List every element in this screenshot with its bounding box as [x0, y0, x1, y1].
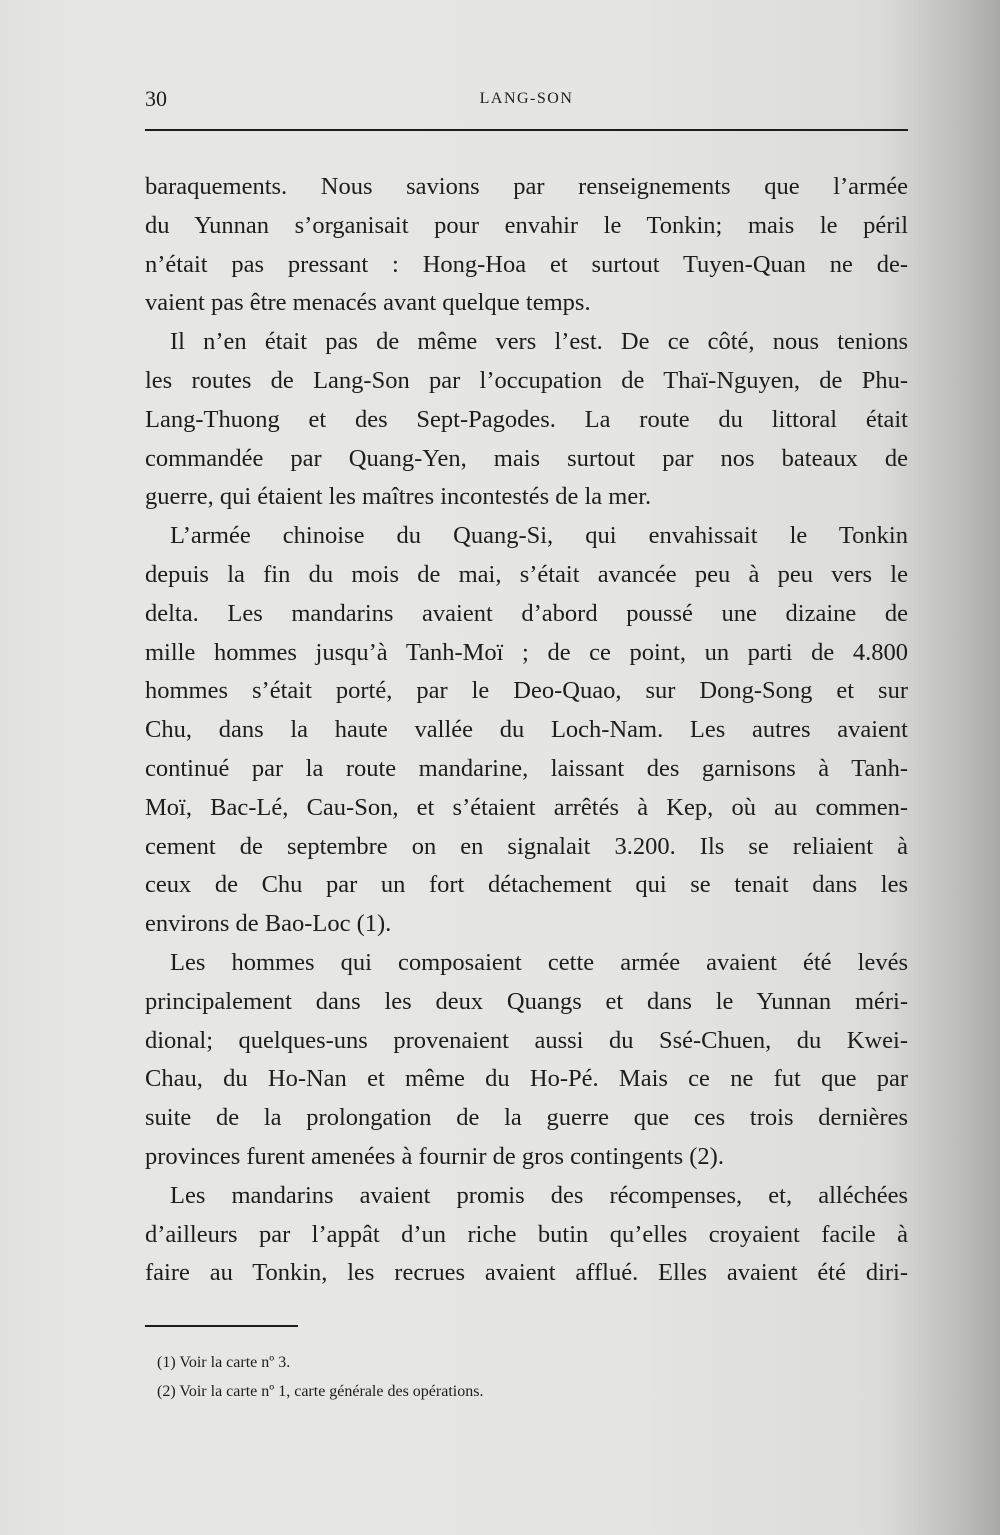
text-line: suite de la prolongation de la guerre que ces trois dernières [145, 1104, 908, 1132]
text-line: Il n’en était pas de même vers l’est. De ce côté, nous tenions [170, 328, 908, 356]
page-number: 30 [145, 86, 167, 111]
header-rule [145, 129, 908, 131]
text-line: ceux de Chu par un fort détachement qui se tenait dans les [145, 871, 908, 899]
text-line: continué par la route mandarine, laissant des garnisons à Tanh- [145, 754, 908, 782]
page-header [145, 84, 908, 114]
text-line: dional; quelques-uns provenaient aussi du Ssé-Chuen, du Kwei- [145, 1026, 908, 1054]
footnote: (2) Voir la carte nº 1, carte générale des opérations. [157, 1383, 484, 1400]
running-head: LANG-SON [479, 90, 574, 107]
text-line: depuis la fin du mois de mai, s’était avancée peu à peu vers le [145, 560, 908, 588]
text-line: commandée par Quang-Yen, mais surtout par nos bateaux de [145, 444, 908, 472]
body-text [145, 168, 908, 1293]
text-line: Chu, dans la haute vallée du Loch-Nam. Les autres avaient [145, 716, 908, 744]
text-line: Lang-Thuong et des Sept-Pagodes. La route du littoral était [145, 405, 908, 433]
text-line: L’armée chinoise du Quang-Si, qui envahissait le Tonkin [170, 522, 908, 550]
text-line: mille hommes jusqu’à Tanh-Moï ; de ce point, un parti de 4.800 [145, 638, 908, 666]
text-line: Moï, Bac-Lé, Cau-Son, et s’étaient arrêtés à Kep, où au commen- [145, 793, 908, 821]
text-line: Les mandarins avaient promis des récompenses, et, alléchées [170, 1181, 908, 1209]
text-line: d’ailleurs par l’appât d’un riche butin qu’elles croyaient facile à [145, 1220, 908, 1248]
text-line: les routes de Lang-Son par l’occupation de Thaï-Nguyen, de Phu- [145, 366, 908, 394]
text-line: n’était pas pressant : Hong-Hoa et surtout Tuyen-Quan ne de- [145, 250, 908, 278]
text-line: Chau, du Ho-Nan et même du Ho-Pé. Mais ce ne fut que par [145, 1065, 908, 1093]
text-line: environs de Bao-Loc (1). [145, 910, 392, 938]
footnote: (1) Voir la carte nº 3. [157, 1354, 291, 1371]
text-line: provinces furent amenées à fournir de gros contingents (2). [145, 1142, 724, 1170]
text-line: hommes s’était porté, par le Deo-Quao, sur Dong-Song et sur [145, 677, 908, 705]
text-line: baraquements. Nous savions par renseignements que l’armée [145, 173, 908, 200]
footnotes [157, 1348, 857, 1406]
text-line: Les hommes qui composaient cette armée avaient été levés [170, 948, 908, 976]
text-line: guerre, qui étaient les maîtres incontestés de la mer. [145, 483, 652, 511]
text-line: principalement dans les deux Quangs et dans le Yunnan méri- [145, 987, 908, 1015]
text-line: du Yunnan s’organisait pour envahir le Tonkin; mais le péril [145, 211, 908, 239]
text-line: vaient pas être menacés avant quelque temps. [145, 289, 591, 317]
text-line: delta. Les mandarins avaient d’abord poussé une dizaine de [145, 599, 908, 627]
footnote-rule [145, 1325, 298, 1327]
text-line: cement de septembre on en signalait 3.200. Ils se reliaient à [145, 832, 908, 860]
text-line: faire au Tonkin, les recrues avaient afflué. Elles avaient été diri- [145, 1259, 908, 1287]
